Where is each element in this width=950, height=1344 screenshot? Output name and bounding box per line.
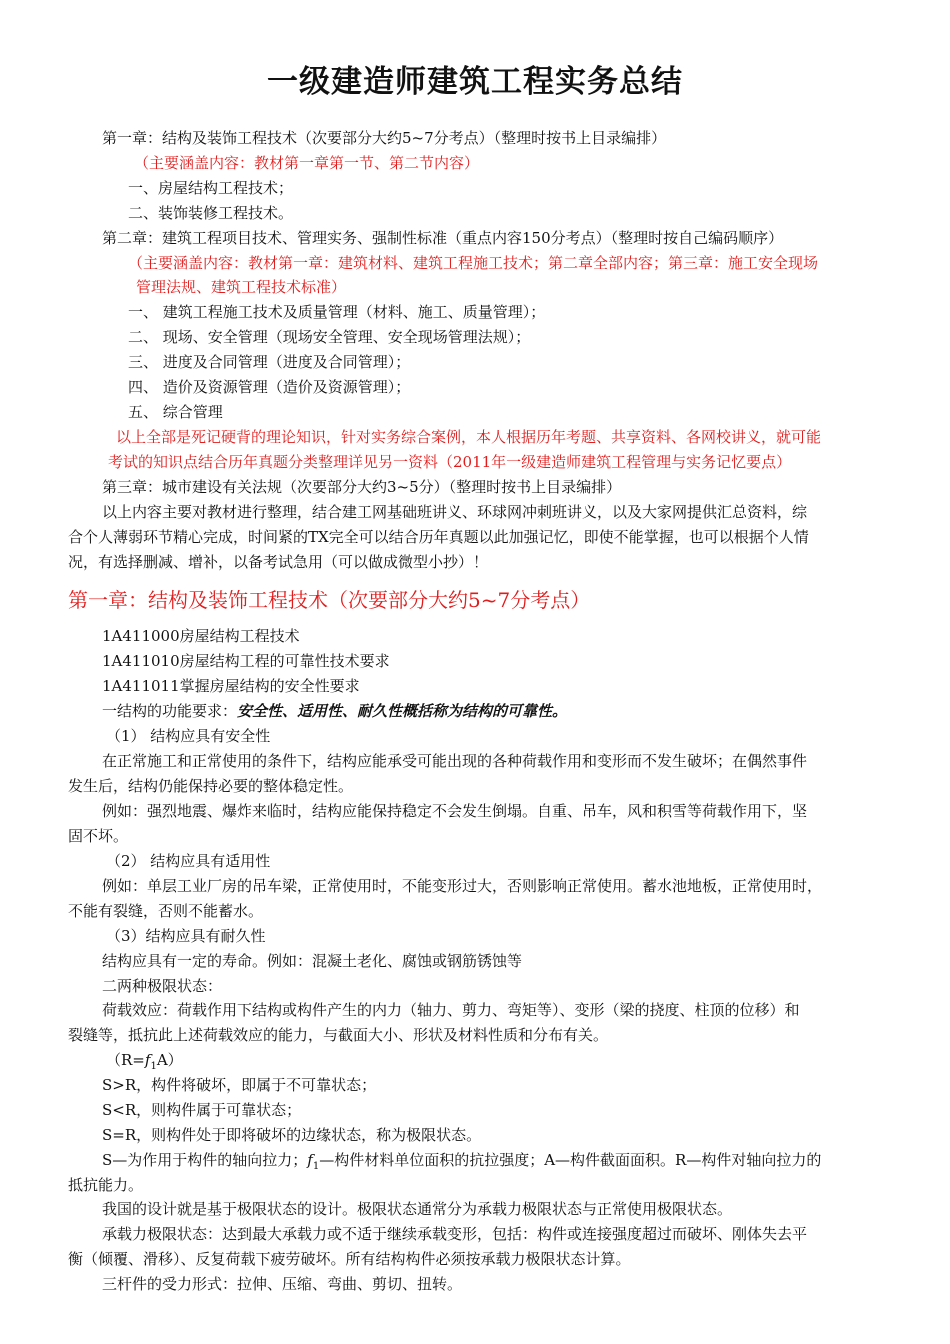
condition: S<R，则构件属于可靠状态；	[102, 1101, 302, 1119]
chapter2-coverage: 管理法规、建筑工程技术标准）	[136, 278, 347, 296]
chapter2-item: 二、 现场、安全管理（现场安全管理、安全现场管理法规）；	[128, 328, 531, 346]
definition-symbol: f	[307, 1151, 313, 1169]
requirement-label: 一结构的功能要求：	[102, 702, 238, 720]
paragraph: 发生后，结构仍能保持必要的整体稳定性。	[68, 777, 354, 795]
symbol-definition	[102, 1150, 821, 1177]
definition-subscript: 1	[312, 1161, 320, 1172]
chapter2-item: 一、 建筑工程施工技术及质量管理（材料、施工、质量管理）；	[128, 303, 546, 321]
chapter2-coverage: （主要涵盖内容：教材第一章：建筑材料、建筑工程施工技术；第二章全部内容；第三章：施工安全现场	[128, 254, 819, 272]
paragraph: 我国的设计就是基于极限状态的设计。极限状态通常分为承载力极限状态与正常使用极限状态。	[102, 1200, 733, 1218]
chapter3-summary: 第三章：城市建设有关法规（次要部分大约3~5分）（整理时按书上目录编排）	[102, 478, 622, 496]
paragraph: 衡（倾覆、滑移）、反复荷载下疲劳破坏。所有结构构件必须按承载力极限状态计算。	[68, 1250, 631, 1268]
formula-text: A）	[156, 1051, 183, 1069]
chapter2-summary: 第二章：建筑工程项目技术、管理实务、强制性标准（重点内容150分考点）（整理时按自己编码顺序）	[102, 229, 784, 247]
paragraph: 固不坏。	[68, 827, 129, 845]
intro-paragraph: 合个人薄弱环节精心完成，时间紧的TX完全可以结合历年真题以此加强记忆，即使不能掌握，也可以根据个人情	[68, 528, 809, 546]
paragraph: 抵抗能力。	[68, 1176, 144, 1194]
page-title: 一级建造师建筑工程实务总结	[267, 64, 683, 100]
paragraph: 裂缝等，抵抗此上述荷载效应的能力，与截面大小、形状及材料性质和分布有关。	[68, 1026, 609, 1044]
formula-symbol: f	[144, 1051, 151, 1069]
paragraph: 承载力极限状态：达到最大承载力或不适于继续承载变形，包括：构件或连接强度超过而破坏、刚体失去平	[102, 1225, 808, 1243]
function-requirement	[102, 701, 567, 721]
red-note: 考试的知识点结合历年真题分类整理详见另一资料（2011年一级建造师建筑工程管理与实务记忆要点）	[108, 453, 792, 471]
subheading-limit-states: 二两种极限状态：	[102, 977, 223, 995]
paragraph: 荷载效应：荷载作用下结构或构件产生的内力（轴力、剪力、弯矩等）、变形（梁的挠度、柱顶的位移）和	[102, 1001, 800, 1019]
paragraph: 在正常施工和正常使用的条件下，结构应能承受可能出现的各种荷载作用和变形而不发生破坏；在偶然事件	[102, 752, 808, 770]
definition-text: S—为作用于构件的轴向拉力；	[102, 1151, 308, 1169]
chapter1-coverage: （主要涵盖内容：教材第一章第一节、第二节内容）	[134, 154, 480, 172]
formula-text: （R=	[106, 1051, 145, 1069]
paragraph: 例如：强烈地震、爆炸来临时，结构应能保持稳定不会发生倒塌。自重、吊车，风和积雪等荷载作用下，坚	[102, 802, 808, 820]
formula-subscript: 1	[150, 1061, 157, 1072]
chapter1-summary: 第一章：结构及装饰工程技术（次要部分大约5~7分考点）（整理时按书上目录编排）	[102, 129, 667, 147]
formula	[106, 1050, 183, 1077]
chapter2-item: 五、 综合管理	[128, 403, 223, 421]
paragraph: 结构应具有一定的寿命。例如：混凝土老化、腐蚀或钢筋锈蚀等	[102, 952, 523, 970]
condition: S>R，构件将破坏，即属于不可靠状态；	[102, 1076, 377, 1094]
paragraph: 例如：单层工业厂房的吊车梁，正常使用时，不能变形过大，否则影响正常使用。蓄水池地板，正常使用时，	[102, 877, 823, 895]
intro-paragraph: 况，有选择删减、增补，以备考试急用（可以做成微型小抄）！	[68, 553, 489, 571]
section-code: 1A411000房屋结构工程技术	[102, 627, 300, 645]
section-heading: 第一章：结构及装饰工程技术（次要部分大约5~7分考点）	[68, 588, 591, 612]
condition: S=R，则构件处于即将破坏的边缘状态，称为极限状态。	[102, 1126, 482, 1144]
chapter1-item: 二、装饰装修工程技术。	[128, 204, 294, 222]
subheading-member-forces: 三杆件的受力形式：拉伸、压缩、弯曲、剪切、扭转。	[102, 1275, 463, 1293]
section-code: 1A411011掌握房屋结构的安全性要求	[102, 677, 360, 695]
chapter2-item: 四、 造价及资源管理（造价及资源管理）；	[128, 378, 411, 396]
subheading-durability: （3）结构应具有耐久性	[106, 927, 266, 945]
requirement-emphasis: 安全性、适用性、耐久性概括称为结构的可靠性。	[237, 702, 568, 720]
subheading-serviceability: （2） 结构应具有适用性	[106, 852, 271, 870]
red-note: 以上全部是死记硬背的理论知识，针对实务综合案例，本人根据历年考题、共享资料、各网校讲义，就可能	[116, 428, 822, 446]
paragraph: 不能有裂缝，否则不能蓄水。	[68, 902, 264, 920]
chapter2-item: 三、 进度及合同管理（进度及合同管理）；	[128, 353, 411, 371]
definition-text: —构件材料单位面积的抗拉强度；A—构件截面面积。R—构件对轴向拉力的	[319, 1151, 822, 1169]
subheading-safety: （1） 结构应具有安全性	[106, 727, 271, 745]
chapter1-item: 一、房屋结构工程技术；	[128, 179, 294, 197]
intro-paragraph: 以上内容主要对教材进行整理，结合建工网基础班讲义、环球网冲刺班讲义，以及大家网提供汇总资料，综	[102, 503, 808, 521]
section-code: 1A411010房屋结构工程的可靠性技术要求	[102, 652, 390, 670]
